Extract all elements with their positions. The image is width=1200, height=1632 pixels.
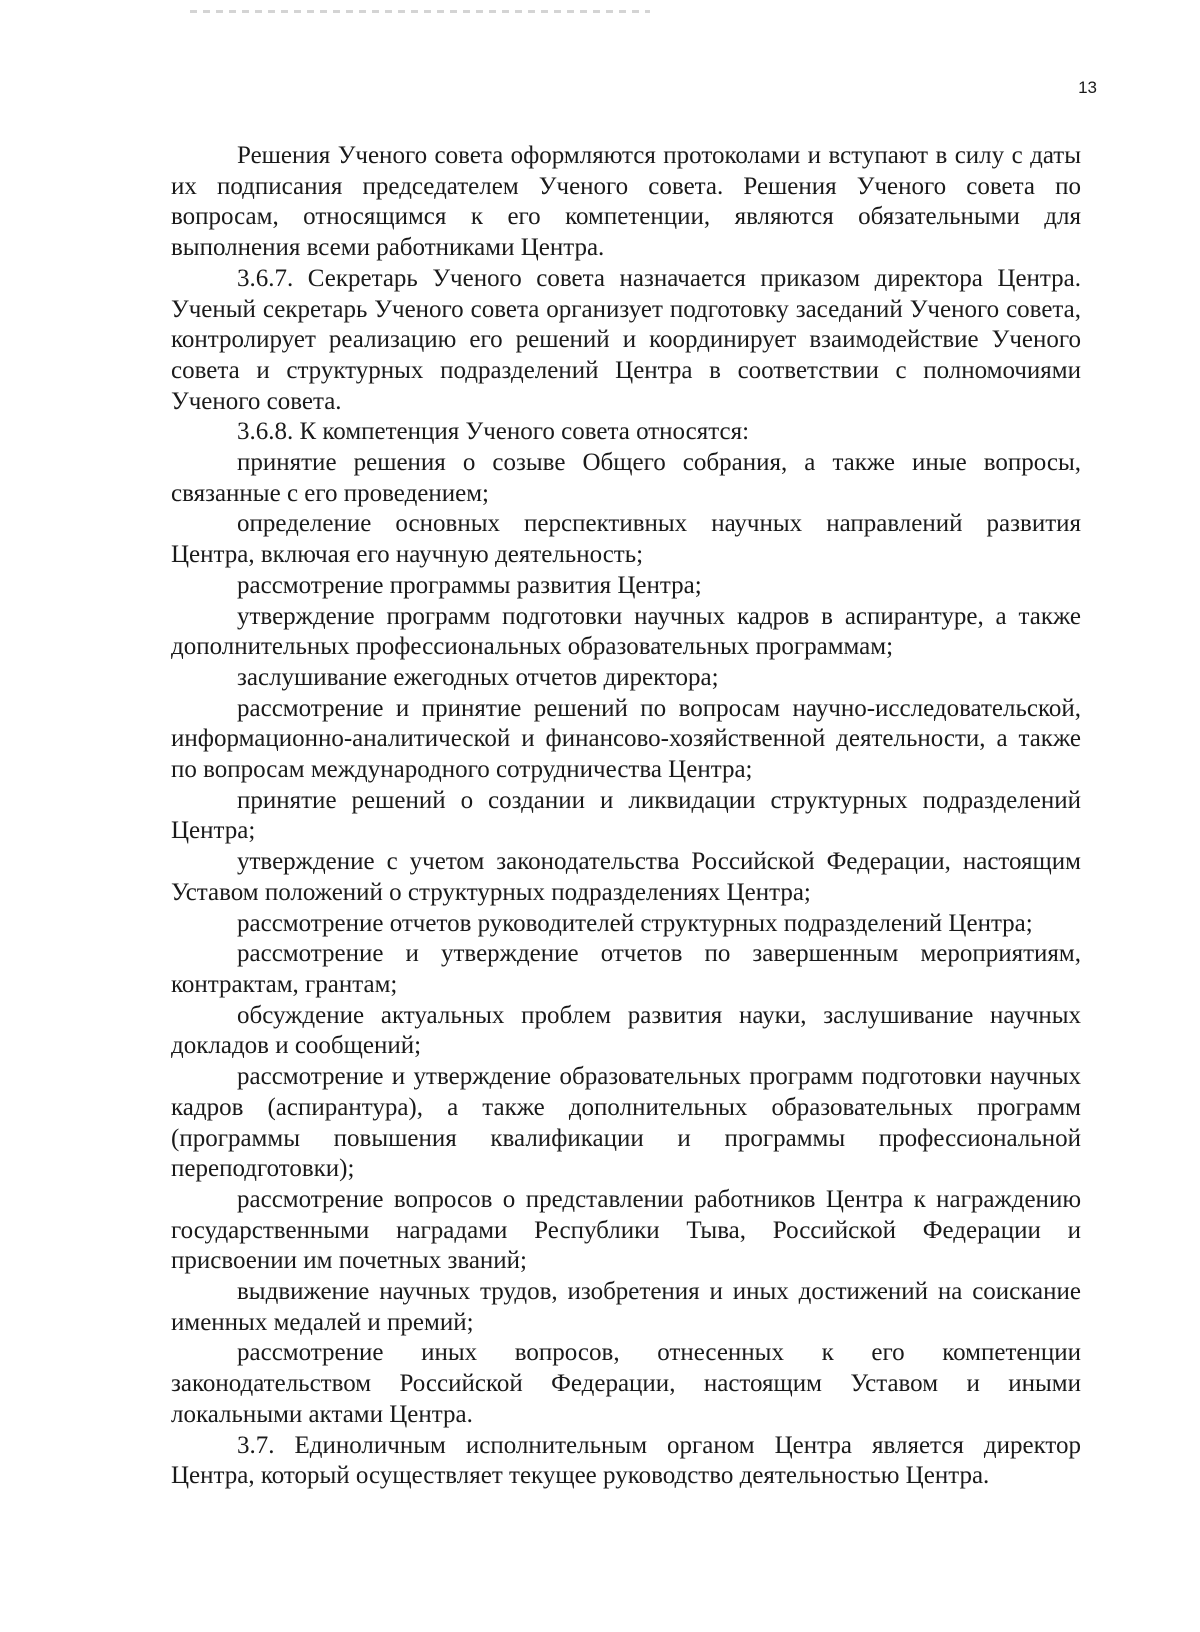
list-item: утверждение с учетом законодательства Российской Федерации, настоящим Уставом положений о структурных подразделениях Центра; [171, 848, 1081, 906]
list-item: заслушивание ежегодных отчетов директора; [237, 663, 719, 691]
list-item: определение основных перспективных научных направлений развития Центра, включая его научную деятельность; [171, 510, 1081, 569]
list-item: рассмотрение и принятие решений по вопросам научно-исследовательской, информационно-аналитической и финансово-хозяйственной деятельности, а также по вопросам международного сотрудничества Центра; [171, 694, 1081, 784]
list-item: рассмотрение вопросов о представлении работников Центра к награждению государственными наградами Республики Тыва, Российской Федерации и присвоении им почетных званий; [171, 1185, 1081, 1275]
list-item: принятие решения о созыве Общего собрания, а также иные вопросы, связанные с его проведением; [171, 449, 1081, 507]
list-item: обсуждение актуальных проблем развития науки, заслушивание научных докладов и сообщений; [171, 1001, 1081, 1060]
list-item: принятие решений о создании и ликвидации структурных подразделений Центра; [171, 786, 1081, 845]
paragraph: 3.7. Единоличным исполнительным органом Центра является директор Центра, который осуществляет текущее руководство деятельностью Центра. [171, 1431, 1081, 1490]
document-body [171, 141, 1081, 1492]
list-item: рассмотрение и утверждение отчетов по завершенным мероприятиям, контрактам, грантам; [171, 940, 1081, 998]
list-item: рассмотрение иных вопросов, отнесенных к его компетенции законодательством Российской Федерации, настоящим Уставом и иными локальными актами Центра. [171, 1339, 1081, 1428]
list-item: рассмотрение и утверждение образовательных программ подготовки научных кадров (аспирантура), а также дополнительных образовательных программ (программы повышения квалификации и программы профессиональной переподготовки); [171, 1063, 1081, 1183]
list-item: рассмотрение программы развития Центра; [237, 571, 702, 599]
paragraph: 3.6.8. К компетенция Ученого совета относятся: [237, 418, 750, 446]
list-item: рассмотрение отчетов руководителей структурных подразделений Центра; [237, 909, 1033, 937]
list-item: выдвижение научных трудов, изобретения и иных достижений на соискание именных медалей и премий; [171, 1278, 1081, 1336]
paragraph: Решения Ученого совета оформляются протоколами и вступают в силу с даты их подписания председателем Ученого совета. Решения Ученого совета по вопросам, относящимся к его компетенции, являются обязательными для выполнения всеми работниками Центра. [171, 142, 1081, 262]
scan-artifact [190, 10, 650, 13]
page-number: 13 [1078, 78, 1097, 97]
paragraph: 3.6.7. Секретарь Ученого совета назначается приказом директора Центра. Ученый секретарь Ученого совета организует подготовку заседаний Ученого совета, контролирует реализацию его решений и координирует взаимодействие Ученого совета и структурных подразделений Центра в соответствии с полномочиями Ученого совета. [171, 264, 1081, 415]
list-item: утверждение программ подготовки научных кадров в аспирантуре, а также дополнительных профессиональных образовательных программам; [171, 602, 1081, 661]
